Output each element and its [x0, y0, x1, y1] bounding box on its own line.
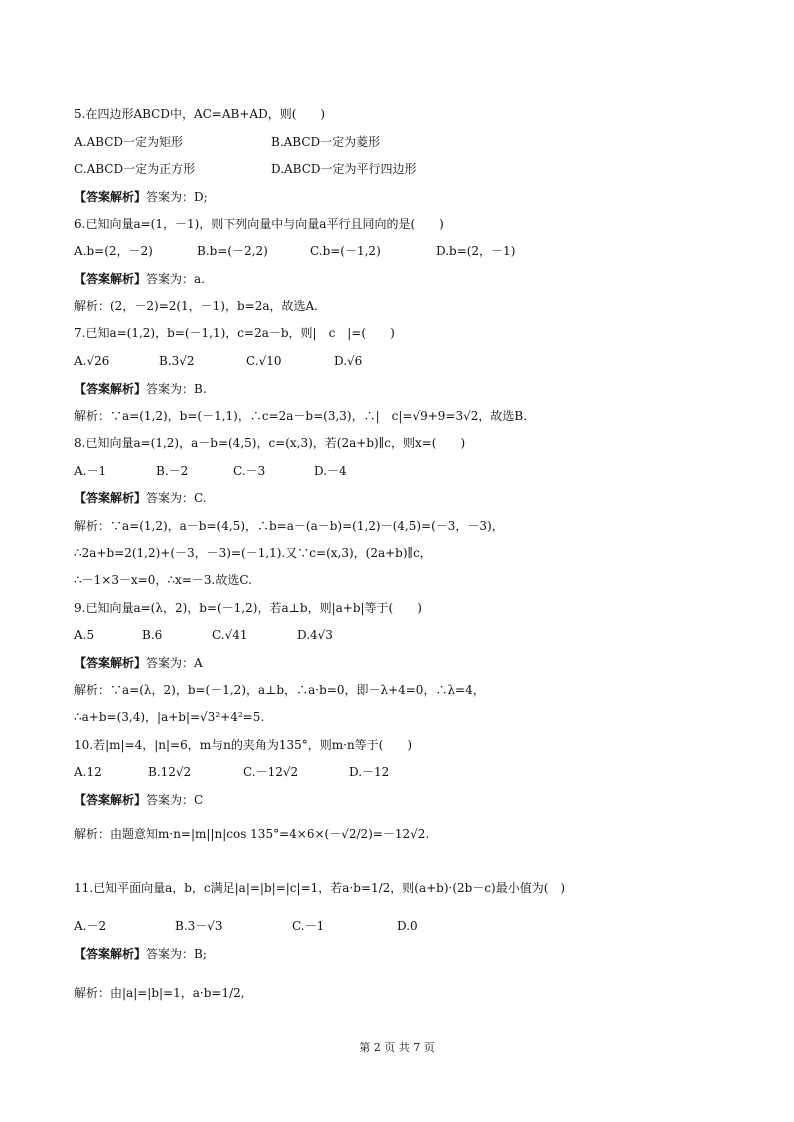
q7-option-d: D.√6 [334, 354, 363, 368]
answer-text: 答案为：C. [146, 491, 207, 505]
q5-option-a: A.ABCD一定为矩形 [74, 135, 183, 149]
q7-option-c: C.√10 [246, 354, 282, 368]
q7-option-a: A.√26 [74, 354, 110, 368]
answer-heading: 【答案解析】 [74, 491, 147, 505]
answer-text: 答案为：D; [146, 190, 208, 204]
q10-answer [74, 792, 203, 808]
q5-option-d: D.ABCD一定为平行四边形 [271, 162, 417, 176]
q11-option-a: A.－2 [74, 919, 107, 933]
q6-solution: 解析：(2，－2)=2(1，－1)，b=2a，故选A. [74, 299, 318, 313]
q6-option-d: D.b=(2，－1) [436, 244, 516, 258]
q9-option-d: D.4√3 [297, 628, 333, 642]
q8-option-b: B.－2 [156, 464, 189, 478]
q9-answer [74, 655, 203, 671]
q10-option-a: A.12 [74, 765, 102, 779]
q11-option-b: B.3－√3 [175, 919, 223, 933]
q9-option-b: B.6 [142, 628, 163, 642]
q9-option-a: A.5 [74, 628, 95, 642]
q11-option-c: C.－1 [292, 919, 325, 933]
q6-option-c: C.b=(－1,2) [310, 244, 381, 258]
q5-option-b: B.ABCD一定为菱形 [271, 135, 381, 149]
answer-heading: 【答案解析】 [74, 272, 147, 286]
q9-solution-line-1: 解析：∵a=(λ，2)，b=(－1,2)，a⊥b，∴a·b=0，即－λ+4=0，∴λ=4， [74, 683, 485, 697]
q9-stem: 9.已知向量a=(λ，2)，b=(－1,2)，若a⊥b，则|a+b|等于( ) [74, 601, 422, 615]
answer-heading: 【答案解析】 [74, 190, 147, 204]
q10-option-c: C.－12√2 [243, 765, 299, 779]
q6-answer [74, 271, 205, 287]
q6-stem: 6.已知向量a=(1，－1)，则下列向量中与向量a平行且同向的是( ) [74, 217, 444, 231]
q11-stem: 11.已知平面向量a，b，c满足|a|=|b|=|c|=1，若a·b=1/2，则(a+b)·(2b－c)最小值为( ) [74, 881, 566, 895]
q7-answer [74, 381, 207, 397]
q6-option-b: B.b=(－2,2) [197, 244, 268, 258]
q5-stem: 5.在四边形ABCD中，AC=AB+AD，则( ) [74, 107, 326, 121]
answer-text: 答案为：A [146, 656, 203, 670]
q8-solution-line-3: ∴－1×3－x=0，∴x=－3.故选C. [74, 573, 252, 587]
q10-option-d: D.－12 [349, 765, 390, 779]
q7-solution: 解析：∵a=(1,2)，b=(－1,1)，∴c=2a－b=(3,3)，∴| c|=√9+9=3√2，故选B. [74, 409, 528, 423]
answer-text: 答案为：B; [146, 947, 207, 961]
q11-option-d: D.0 [397, 919, 418, 933]
answer-heading: 【答案解析】 [74, 793, 147, 807]
q9-option-c: C.√41 [212, 628, 248, 642]
q8-solution-line-2: ∴2a+b=2(1,2)+(－3，－3)=(－1,1).又∵c=(x,3)，(2a+b)∥c， [74, 546, 432, 560]
q8-option-a: A.－1 [74, 464, 107, 478]
q10-solution: 解析：由题意知m·n=|m||n|cos 135°=4×6×(－√2/2)=－12√2. [74, 827, 430, 841]
q11-solution: 解析：由|a|=|b|=1，a·b=1/2, [74, 986, 245, 1000]
q10-option-b: B.12√2 [148, 765, 192, 779]
q6-option-a: A.b=(2，－2) [74, 244, 153, 258]
q7-stem: 7.已知a=(1,2)，b=(－1,1)，c=2a－b，则| c |=( ) [74, 326, 395, 340]
answer-text: 答案为：a. [146, 272, 205, 286]
q5-option-c: C.ABCD一定为正方形 [74, 162, 196, 176]
answer-heading: 【答案解析】 [74, 947, 147, 961]
q8-option-d: D.－4 [314, 464, 347, 478]
answer-heading: 【答案解析】 [74, 382, 147, 396]
q8-option-c: C.－3 [233, 464, 266, 478]
q5-answer [74, 189, 208, 205]
answer-heading: 【答案解析】 [74, 656, 147, 670]
q10-stem: 10.若|m|=4，|n|=6，m与n的夹角为135°，则m·n等于( ) [74, 738, 413, 752]
q11-answer [74, 946, 207, 962]
q8-answer [74, 490, 207, 506]
q9-solution-line-2: ∴a+b=(3,4)，|a+b|=√3²+4²=5. [74, 710, 265, 724]
answer-text: 答案为：C [146, 793, 204, 807]
answer-text: 答案为：B. [146, 382, 207, 396]
q8-stem: 8.已知向量a=(1,2)，a－b=(4,5)，c=(x,3)，若(2a+b)∥c，则x=( ) [74, 436, 466, 450]
q7-option-b: B.3√2 [159, 354, 195, 368]
page-number-footer: 第 2 页 共 7 页 [359, 1041, 435, 1054]
q8-solution-line-1: 解析：∵a=(1,2)，a－b=(4,5)，∴b=a－(a－b)=(1,2)－(4,5)=(－3，－3)， [74, 519, 504, 533]
